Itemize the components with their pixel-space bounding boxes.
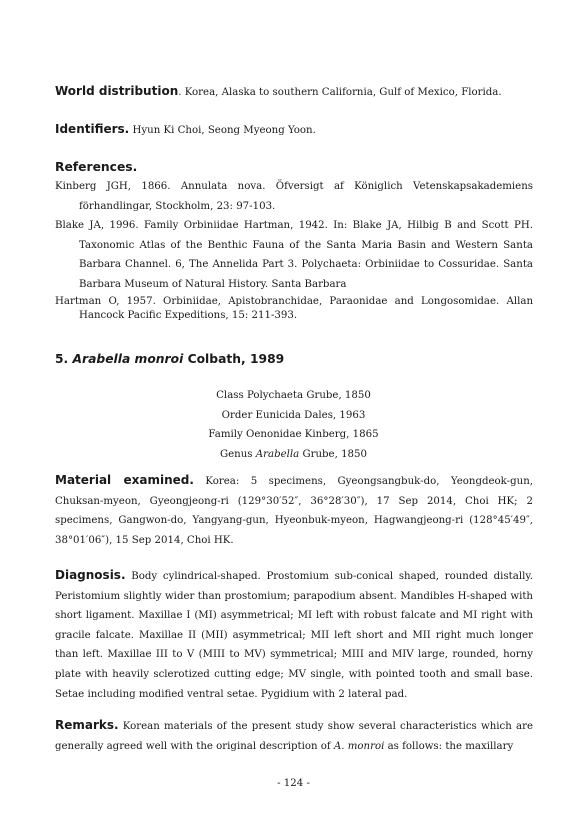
species-number: 5. (55, 352, 69, 366)
species-name: Arabella monroi (72, 352, 184, 366)
species-author: Colbath, 1989 (187, 352, 285, 366)
identifiers-heading: Identifiers. (55, 122, 130, 136)
identifiers-section (55, 120, 533, 141)
taxonomy-block (0, 386, 587, 464)
diagnosis-text: Body cylindrical-shaped. Prostomium sub-conical shaped, rounded distally. Peristomium slightly wider than prostomium; parapodium absent. Mandibles H-shaped with short ligament. Maxillae I (MI) asymmetrical; MI left with robust falcate and MI right with gracile falcate. Maxillae II (MII) asymmetrical; MII left short and MII right much longer than left. Maxillae III to V (MIII to MV) symmetrical; MIII and MIV large, rounded, horny plate with heavily sclerotized cutting edge; MV single, with pointed tooth and small base. Setae including modified ventral setae. Pygidium with 2 lateral pad. (55, 571, 533, 700)
material-heading: Material examined. (55, 473, 194, 487)
species-heading (55, 350, 533, 370)
world-distribution-heading: World distribution (55, 84, 179, 98)
diagnosis-heading: Diagnosis. (55, 568, 126, 582)
page-number: - 124 - (277, 778, 310, 789)
genus-name: Arabella (255, 448, 300, 460)
remarks-text-end: as follows: the maxillary (384, 740, 514, 752)
remarks-text: Korean materials of the present study show several characteristics which are generally agreed well with the original description of (55, 721, 533, 752)
reference-item: Hartman O, 1957. Orbiniidae, Apistobranchidae, Paraonidae and Longosomidae. Allan Hancock Pacific Expeditions, 15: 211-393. (55, 295, 533, 321)
world-distribution-section (55, 82, 533, 103)
genus-prefix: Genus (219, 448, 253, 460)
genus-author: Grube, 1850 (302, 448, 367, 460)
reference-item: Blake JA, 1996. Family Orbiniidae Hartman, 1942. In: Blake JA, Hilbig B and Scott PH. Taxonomic Atlas of the Benthic Fauna of the Santa Maria Basin and Western Santa Barbara Channel. 6, The Annelida Part 3. Polychaeta: Orbiniidae to Cossuridae. Santa Barbara Museum of Natural History. Santa Barbara (55, 220, 533, 290)
taxonomy-genus (0, 445, 587, 465)
world-distribution-text: . Korea, Alaska to southern California, Gulf of Mexico, Florida. (178, 87, 502, 98)
remarks-italic-species: A. monroi (333, 740, 385, 752)
material-text: Korea: 5 specimens, Gyeongsangbuk-do, Yeongdeok-gun, Chuksan-myeon, Gyeongjeong-ri (129°30′52″, 36°28′30″), 17 Sep 2014, Choi HK; 2 specimens, Gangwon-do, Yangyang-gun, Hyeonbuk-myeon, Hagwangjeong-ri (128°45′49″, 38°01′06″), 15 Sep 2014, Choi HK. (55, 476, 533, 546)
material-section (55, 471, 533, 550)
taxonomy-order: Order Eunicida Dales, 1963 (221, 409, 366, 421)
reference-item: Kinberg JGH, 1866. Annulata nova. Öfversigt af Königlich Vetenskapsakademiens förhandlingar, Stockholm, 23: 97-103. (55, 181, 533, 212)
remarks-section (55, 716, 533, 756)
taxonomy-class: Class Polychaeta Grube, 1850 (216, 390, 371, 401)
identifiers-text: Hyun Ki Choi, Seong Myeong Yoon. (129, 125, 316, 136)
remarks-heading: Remarks. (55, 718, 119, 732)
references-heading: References. (55, 160, 138, 174)
taxonomy-family: Family Oenonidae Kinberg, 1865 (208, 429, 379, 441)
references-section (55, 157, 533, 323)
diagnosis-section (55, 566, 533, 704)
